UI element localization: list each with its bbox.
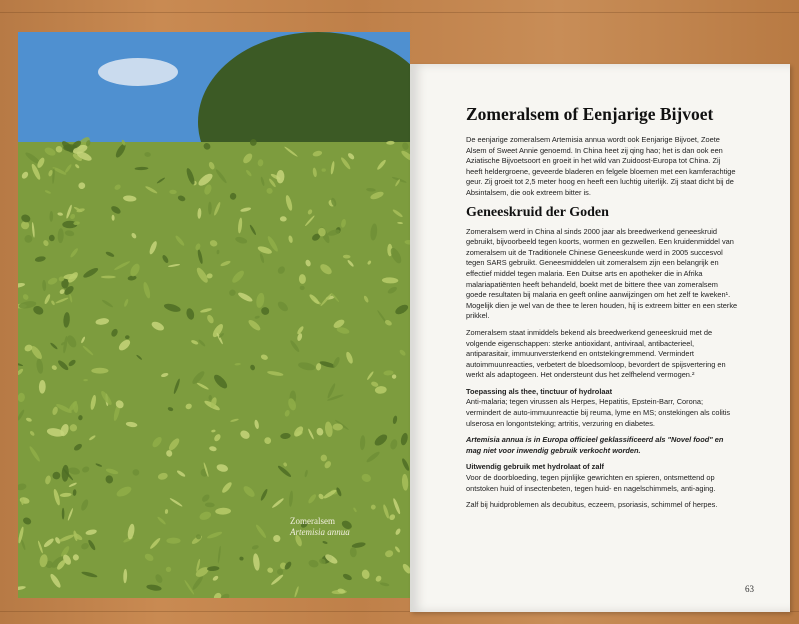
page-content	[466, 104, 738, 517]
wood-grain	[0, 12, 799, 13]
photo-page	[18, 32, 410, 598]
paragraph-properties: Zomeralsem staat inmiddels bekend als breedwerkend geneeskruid met de volgende eigenschappen: sterke antioxidant, antiviraal, antibacterieel, antiparasitair, immuunversterkend en ontstekingremmend. Vermindert autoimmuunreacties, verbetert de bloedsomloop, bevordert de spijsvertering en werkt als adaptogeen. Het ondersteunt dus het zelfhelend vermogen.²	[466, 327, 726, 380]
leaf	[322, 168, 326, 171]
intro-paragraph: De eenjarige zomeralsem Artemisia annua wordt ook Eenjarige Bijvoet, Zoete Alsem of Sweet Annie genoemd. In China heet zij qing hao; het is dan ook een Aziatische Bijvoetsoort en groeit in het wild van Zuidoost-Europa tot China. Zij heeft heldergroene, geveerde bladeren en felgele bloemen met een kamferachtige geur. Zij groeit tot 2,5 meter hoog en heeft een luchtig uiterlijk. Zij staat dicht bij de Absintalsem, die ook extreem bitter is.	[466, 135, 736, 197]
leaf	[208, 202, 212, 215]
cloud	[98, 58, 178, 86]
leaf	[101, 276, 116, 279]
paragraph-history: Zomeralsem werd in China al sinds 2000 jaar als breedwerkend geneeskruid gebruikt, bijvoorbeeld tegen koorts, wormen en gezwellen. Een kruidenmiddel van zomeralsem uit de Traditionele Chinese Geneeskunde werd in 2005 succesvol tegen SARS gebruikt. Geneesmiddelen uit zomeralsem zijn een belangrijk en effectief middel tegen malaria. Een Duitse arts en apotheker die in Afrika malariapatiënten heeft behandeld, boekt met de bittere thee van zomeralsem goede resultaten bij malaria en geeft online aanwijzingen om het zelf te kweken¹. Mogelijk dien je wel van de thee te leren houden, hij is extreem bitter en een sterke prikkel.	[466, 226, 738, 321]
plant-photo	[18, 32, 410, 598]
section-heading: Geneeskruid der Goden	[466, 204, 609, 220]
page-title: Zomeralsem of Eenjarige Bijvoet	[466, 104, 714, 124]
leaf	[166, 538, 180, 544]
paragraph-ointment: Zalf bij huidproblemen als decubitus, eczeem, psoriasis, schimmel of herpes.	[466, 500, 718, 510]
paragraph-external: Voor de doorbloeding, tegen pijnlijke gewrichten en spieren, ontsmettend op ontstoken huid of insectenbeten, tegen huid- en nagelschimmels, anti-aging.	[466, 473, 716, 493]
page-number: 63	[745, 584, 754, 594]
caption-latin: Artemisia annua	[290, 527, 350, 537]
leaf	[62, 508, 65, 520]
subheading-internal-use: Toepassing als thee, tinctuur of hydrolaat	[466, 386, 613, 396]
open-book	[18, 28, 786, 606]
paragraph-applications: Anti-malaria; tegen virussen als Herpes, Hepatitis, Epstein-Barr, Corona; vermindert de auto-immuunreactie bij reuma, lyme en MS; onstekingen als colitis ulserosa en longontsteking; artritis, verzuring en diabetes.	[466, 397, 731, 428]
caption-name: Zomeralsem	[290, 516, 335, 526]
subheading-external-use: Uitwendig gebruik met hydrolaat of zalf	[466, 462, 604, 472]
novel-food-note: Artemisia annua is in Europa officieel geklassificeerd als "Novel food" en mag niet voor inwendig gebruik verkocht worden.	[466, 435, 724, 455]
leaf	[91, 368, 108, 374]
photo-caption	[290, 516, 350, 538]
text-page	[410, 64, 790, 612]
leaf	[166, 567, 171, 572]
